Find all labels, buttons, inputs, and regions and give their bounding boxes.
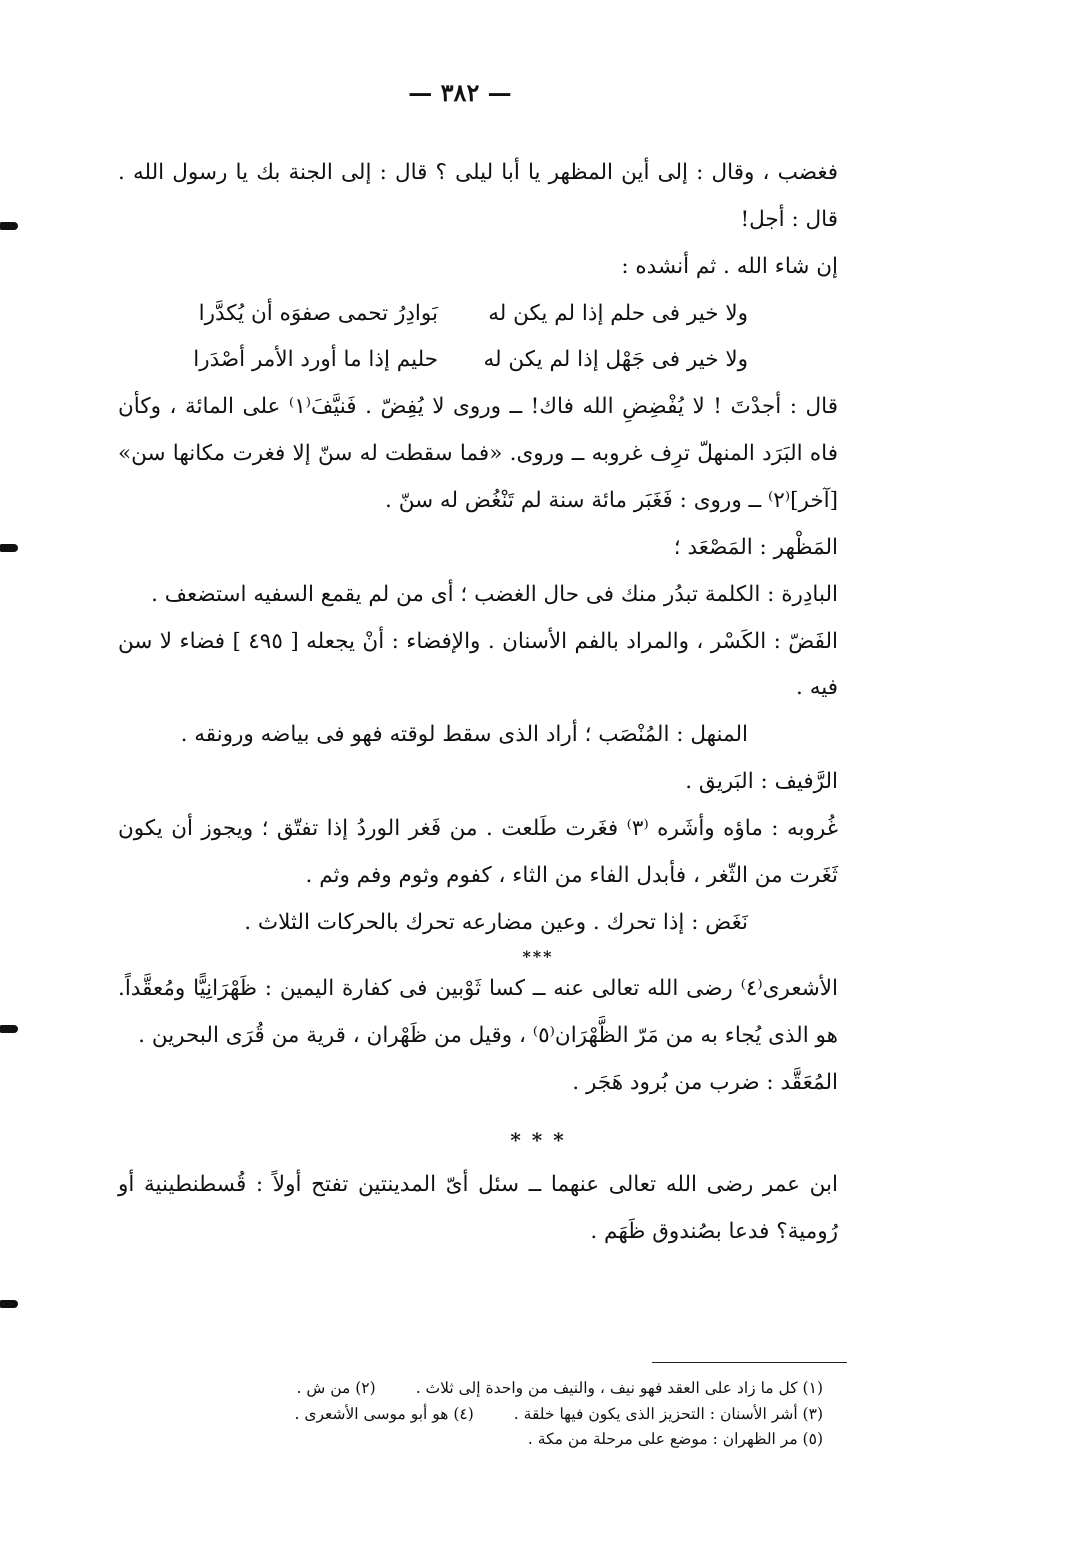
verse-hemistich: ولا خير فى جَهْل إذا لم يكن له [483,347,748,373]
definition: المَظْهر : المَصْعَد ؛ [673,534,838,560]
definition: المُعَقَّد : ضرب من بُرود هَجَر . [572,1069,838,1095]
definition: المنهل : المُنْصَب ؛ أراد الذى سقط لوقته فهو فى بياضه ورونقه . [180,722,748,748]
intro-line: فغضب ، وقال : إلى أين المظهر يا أبا ليلى ؟ قال : إلى الجنة بك يا رسول الله . قال : أجل! [118,160,838,232]
page-number: — ٣٨٢ — [408,78,512,107]
footnote: (٤) هو أبو موسى الأشعرى . [294,1404,474,1423]
margin-mark [0,1300,18,1308]
paragraph: ابن عمر رضى الله تعالى عنهما ــ سئل أىّ المدينتين تفتح أولاً : قُسطنطينية أو رُومية؟ فدعا بصُندوق ظَهَم . [118,1172,838,1245]
definition: غُروبه : ماؤه وأشَره ⁽٣⁾ فغَرت طَلعت . من فَغر الوردُ إذا تفتّق ؛ ويجوز أن يكون ثَغَرت من الثّغر ، فأبدل الفاء من الثاء ، كفوم وثوم وفم وثم . [118,816,838,888]
poem-verse [118,337,838,384]
footnote-row [123,1376,823,1402]
verse-hemistich: ولا خير فى حلم إذا لم يكن له [488,300,748,326]
section-separator: *** [522,946,554,966]
footnotes [123,1376,823,1453]
margin-mark [0,544,18,552]
margin-mark [0,1025,18,1033]
paragraph: قال : أجدْتَ ! لا يُفْضِضِ الله فاك! ــ وروى لا يُفِضّ . فَنيَّفَ⁽١⁾ على المائة ، وكأن فاه البَرَد المنهلّ ترِف غروبه ــ وروى. «فما سقطت له سنّ إلا فغرت مكانها سن» [آخر]⁽٢⁾ ــ وروى : فَغَبَر مائة سنة لم تَنْغُض له سنّ . [118,394,838,514]
paragraph: الأشعرى⁽٤⁾ رضى الله تعالى عنه ــ كسا ثَوْبين فى كفارة اليمين : ظَهْرَانِيًّا ومُعقَّداً. هو الذى يُجاء به من مَرّ الظَّهْرَان⁽٥⁾ ، وقيل من ظَهْران ، قرية من قُرَى البحرين . [118,975,838,1048]
definition: الفَضّ : الكَسْر ، والمراد بالفم الأسنان . والإفضاء : أنْ يجعله [ ٤٩٥ ] فضاء لا سن فيه . [118,628,838,701]
poem-verse [118,291,838,338]
footnote-divider [652,1362,847,1363]
verse-hemistich: بَوادِرُ تحمى صفوَه أن يُكدَّرا [198,300,438,326]
footnote: (١) كل ما زاد على العقد فهو نيف ، والنيف من واحدة إلى ثلاث . [415,1379,823,1397]
intro-line: إن شاء الله . ثم أنشده : [621,253,838,279]
footnote-row [123,1402,823,1428]
margin-mark [0,222,18,230]
definition: البادِرة : الكلمة تبدُر منك فى حال الغضب ؛ أى من لم يقمع السفيه استضعف . [151,581,838,607]
footnote: (٣) أشر الأسنان : التحزيز الذى يكون فيها خلقة . [513,1404,823,1423]
footnote: (٢) من ش . [296,1379,376,1397]
footnote: (٥) مر الظهران : موضع على مرحلة من مكة . [527,1430,823,1449]
definition: نَغَض : إذا تحرك . وعين مضارعه تحرك بالحركات الثلاث . [244,909,748,935]
footnote-row [123,1427,823,1453]
section-separator: * * * [510,1128,566,1153]
definition: الرَّفيف : البَريق . [685,769,838,795]
verse-hemistich: حليم إذا ما أورد الأمر أصْدَرا [193,347,438,373]
main-text [118,150,838,1256]
